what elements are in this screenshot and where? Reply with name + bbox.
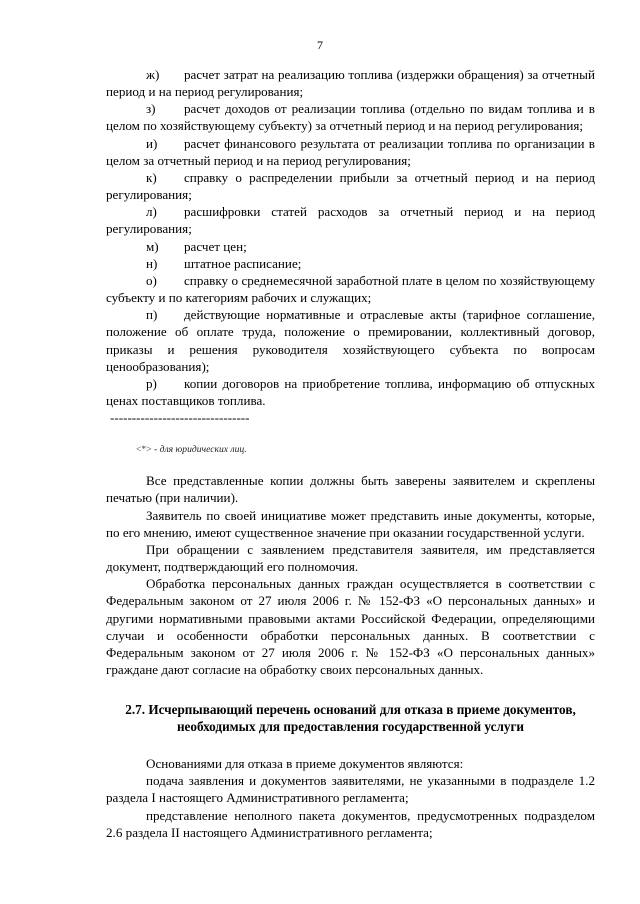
list-item-text: копии договоров на приобретение топлива, информацию об отпускных ценах поставщиков топлива. [106,375,595,408]
list-item [106,66,595,100]
list-item [106,306,595,375]
paragraph: Основаниями для отказа в приеме документов являются: [146,756,464,772]
list-item-text: расчет финансового результата от реализации топлива по организации в целом за отчетный период и на период регулирования; [106,135,595,168]
list-item-letter: з) [146,101,156,117]
list-item [106,255,595,272]
paragraphs-after-section [106,755,595,841]
list-item-letter: м) [146,238,159,254]
list-item-text: расшифровки статей расходов за отчетный период и на период регулирования; [106,204,595,237]
list-item-text: расчет цен; [184,238,247,254]
list-item [106,203,595,237]
page-number: 7 [317,38,323,52]
list-item [106,272,595,306]
list-item-text: штатное расписание; [184,255,302,271]
list-item-letter: н) [146,255,158,271]
list-item [106,169,595,203]
paragraphs-before-section [106,472,595,678]
footnote-separator: -------------------------------- [110,410,250,426]
paragraph: Все представленные копии должны быть заверены заявителем и скреплены печатью (при наличии). [106,473,595,506]
list-item-letter: л) [146,204,157,220]
paragraph: подача заявления и документов заявителями, не указанными в подразделе 1.2 раздела I настоящего Административного регламента; [106,773,595,806]
list-item-letter: ж) [146,67,160,82]
list-item-letter: к) [146,169,157,185]
footnote [106,444,595,456]
list-item [106,238,595,255]
list-item [106,375,595,409]
paragraph: Заявитель по своей инициативе может представить иные документы, которые, по его мнению, имеют существенное значение при оказании государственной услуги. [106,507,595,540]
document-body [106,66,595,841]
list-item-letter: р) [146,375,157,391]
paragraph: представление неполного пакета документов, предусмотренных подразделом 2.6 раздела II настоящего Административного регламента; [106,807,595,840]
paragraph: При обращении с заявлением представителя заявителя, им представляется документ, подтверждающий его полномочия. [106,541,595,575]
section-heading: 2.7. Исчерпывающий перечень оснований для отказа в приеме документов, необходимых для предоставления государственной услуги [125,702,576,735]
list-item-text: расчет доходов от реализации топлива (отдельно по видам топлива и в целом по хозяйствующему субъекту) за отчетный период и на период регулирования; [106,101,595,134]
list-item-text: справку о среднемесячной заработной плате в целом по хозяйствующему субъекту и по категориям рабочих и служащих; [106,272,595,306]
list-item-text: действующие нормативные и отраслевые акты (тарифное соглашение, положение об оплате труда, положение о премировании, коллективный договор, приказы и решения руководителя хозяйствующего субъекта по вопросам ценообразования); [106,307,595,374]
document-list [106,66,595,409]
list-item-text: расчет затрат на реализацию топлива (издержки обращения) за отчетный период и на период регулирования; [106,67,595,100]
list-item-letter: п) [146,307,158,323]
list-item-letter: и) [146,135,158,151]
footnote-text: - для юридических лиц. [154,444,247,456]
list-item-text: справку о распределении прибыли за отчетный период и на период регулирования; [106,169,595,203]
list-item [106,135,595,169]
footnote-mark: <*> [136,444,152,456]
paragraph: Обработка персональных данных граждан осуществляется в соответствии с Федеральным законом от 27 июля 2006 г. № 152-ФЗ «О персональных данных» и другими нормативными правовыми актами Российской Федерации, определяющими случаи и особенности обработки персональных данных. В соответствии с Федеральным законом от 27 июля 2006 г. № 152-ФЗ «О персональных данных» граждане дают согласие на обработку своих персональных данных. [106,576,595,677]
list-item [106,100,595,134]
list-item-letter: о) [146,272,157,288]
